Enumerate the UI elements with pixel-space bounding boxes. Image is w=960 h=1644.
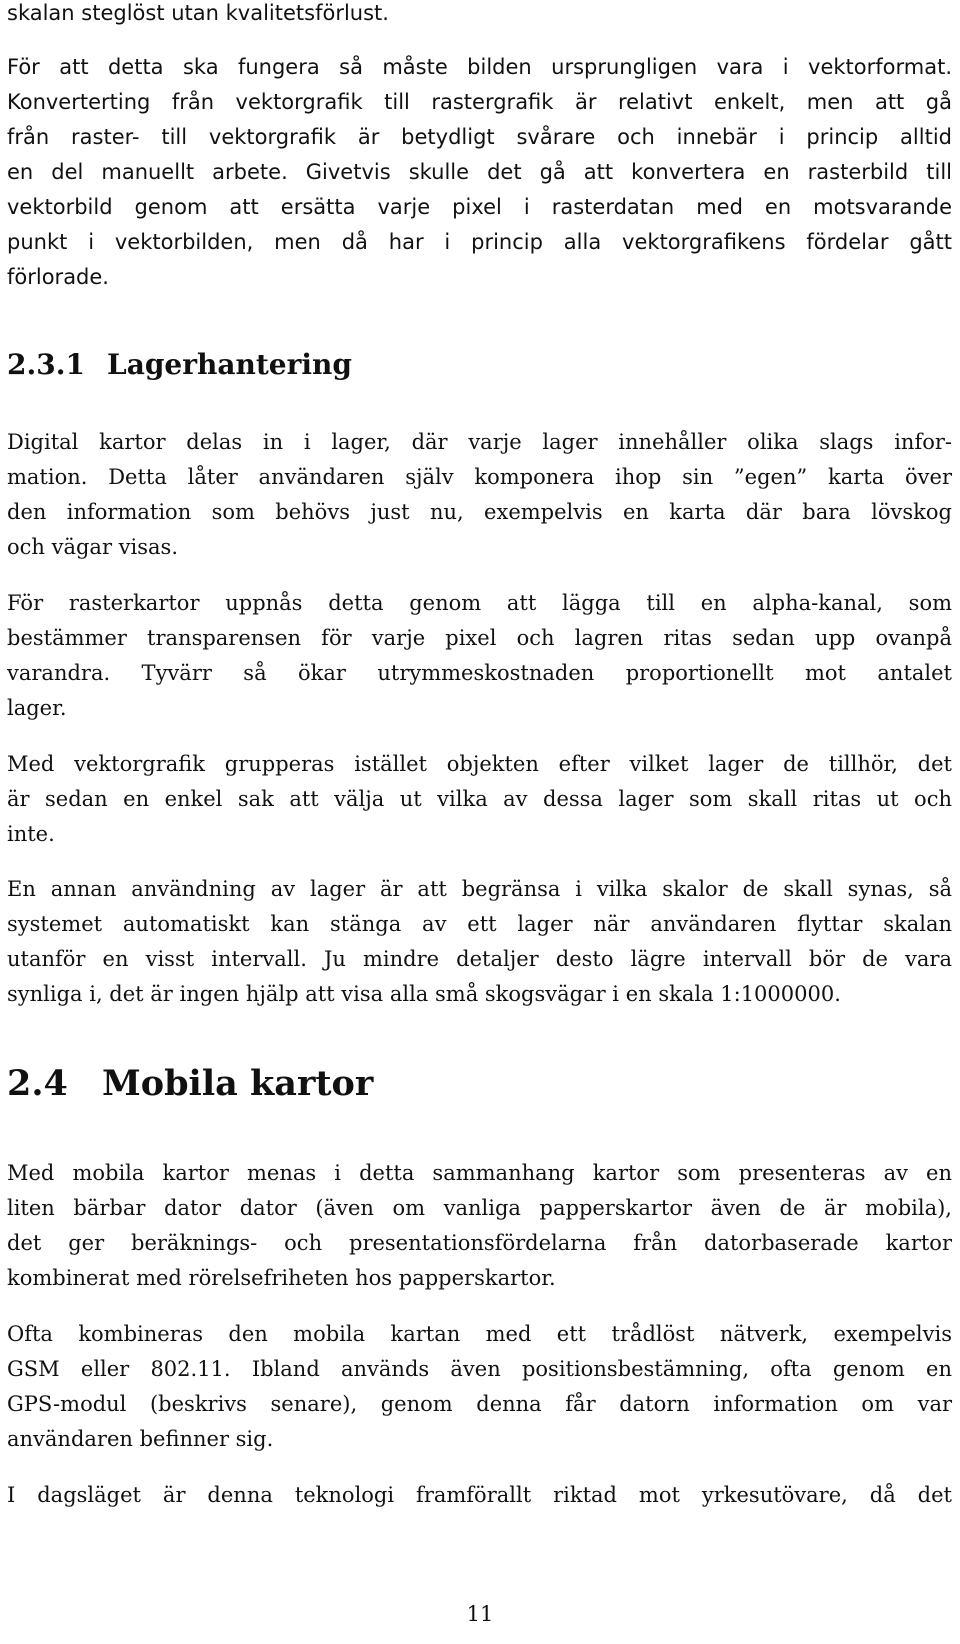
page-number: 11 <box>466 1602 494 1626</box>
paragraph <box>7 872 952 1012</box>
text-line: från raster- till vektorgrafik är betydligt svårare och innebär i princip alltid <box>7 125 952 149</box>
mobile-maps-paragraph-3 <box>7 1478 952 1513</box>
text-line: Ofta kombineras den mobila kartan med ett trådlöst nätverk, exempelvis <box>7 1322 952 1346</box>
paragraph <box>7 586 952 726</box>
section-title: Mobila kartor <box>102 1063 374 1104</box>
layers-paragraph-3 <box>7 747 952 852</box>
text-line: lager. <box>7 696 67 720</box>
text-line: mation. Detta låter användaren själv komponera ihop sin ”egen” karta över <box>7 465 952 489</box>
text-line: En annan användning av lager är att begränsa i vilka skalor de skall synas, så <box>7 877 952 901</box>
text-line: synliga i, det är ingen hjälp att visa alla små skogsvägar i en skala 1:1000000. <box>7 982 841 1006</box>
layers-paragraph-2 <box>7 586 952 726</box>
paragraph <box>7 1478 952 1513</box>
text-line: utanför en visst intervall. Ju mindre detaljer desto lägre intervall bör de vara <box>7 947 952 971</box>
text-line: det ger beräknings- och presentationsfördelarna från datorbaserade kartor <box>7 1231 952 1255</box>
text-line: Konverterting från vektorgrafik till rastergrafik är relativt enkelt, men att gå <box>7 90 952 114</box>
text-line: För rasterkartor uppnås detta genom att lägga till en alpha-kanal, som <box>7 591 952 615</box>
text-line: skalan steglöst utan kvalitetsförlust. <box>7 1 389 25</box>
paragraph <box>7 425 952 565</box>
layers-paragraph-1 <box>7 425 952 565</box>
text-line: Med vektorgrafik grupperas istället objekten efter vilket lager de tillhör, det <box>7 752 952 776</box>
text-line: användaren befinner sig. <box>7 1427 274 1451</box>
layers-paragraph-4 <box>7 872 952 1012</box>
text-line: GPS-modul (beskrivs senare), genom denna får datorn information om var <box>7 1392 952 1416</box>
text-line: den information som behövs just nu, exempelvis en karta där bara lövskog <box>7 500 952 524</box>
text-line: För att detta ska fungera så måste bilden ursprungligen vara i vektorformat. <box>7 55 952 79</box>
text-line: Med mobila kartor menas i detta sammanhang kartor som presenteras av en <box>7 1161 952 1185</box>
text-line: och vägar visas. <box>7 535 178 559</box>
text-line: varandra. Tyvärr så ökar utrymmeskostnaden proportionellt mot antalet <box>7 661 952 685</box>
mobile-maps-paragraph-2 <box>7 1317 952 1457</box>
paragraph <box>7 1156 952 1296</box>
text-line: I dagsläget är denna teknologi framförallt riktad mot yrkesutövare, då det <box>7 1483 952 1507</box>
text-line: förlorade. <box>7 265 109 289</box>
text-line: systemet automatiskt kan stänga av ett lager när användaren flyttar skalan <box>7 912 952 936</box>
vector-format-paragraph <box>7 50 952 295</box>
text-line: bestämmer transparensen för varje pixel och lagren ritas sedan upp ovanpå <box>7 626 952 650</box>
section-heading <box>7 1063 373 1104</box>
text-line: kombinerat med rörelsefriheten hos papperskartor. <box>7 1266 556 1290</box>
subsection-title: Lagerhantering <box>107 348 352 381</box>
paragraph <box>7 50 952 295</box>
text-line: en del manuellt arbete. Givetvis skulle det gå att konvertera en rasterbild till <box>7 160 952 184</box>
section-number: 2.4 <box>7 1063 68 1104</box>
text-line: inte. <box>7 822 55 846</box>
text-line: vektorbild genom att ersätta varje pixel i rasterdatan med en motsvarande <box>7 195 952 219</box>
text-line: punkt i vektorbilden, men då har i princip alla vektorgrafikens fördelar gått <box>7 230 952 254</box>
continuation-block <box>7 0 952 31</box>
text-line: Digital kartor delas in i lager, där varje lager innehåller olika slags infor- <box>7 430 952 454</box>
mobile-maps-paragraph-1 <box>7 1156 952 1296</box>
text-line: liten bärbar dator dator (även om vanliga papperskartor även de är mobila), <box>7 1196 952 1220</box>
paragraph <box>7 747 952 852</box>
text-line: är sedan en enkel sak att välja ut vilka av dessa lager som skall ritas ut och <box>7 787 952 811</box>
paragraph <box>7 1317 952 1457</box>
subsection-heading <box>7 348 352 381</box>
text-line: GSM eller 802.11. Ibland används även positionsbestämning, ofta genom en <box>7 1357 952 1381</box>
subsection-number: 2.3.1 <box>7 348 85 381</box>
paragraph <box>7 0 952 31</box>
